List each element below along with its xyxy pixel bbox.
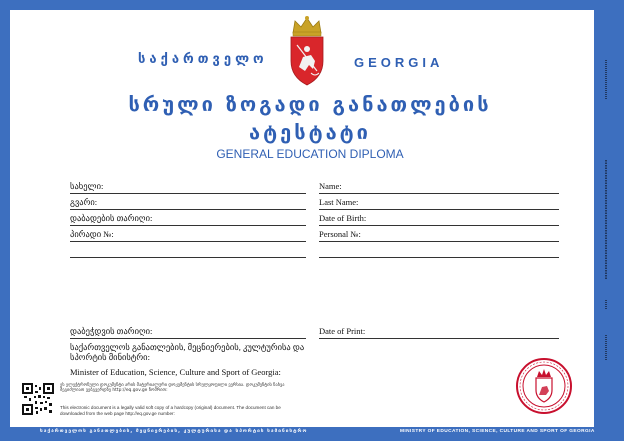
field-label-birthdate-en: Date of Birth:	[319, 213, 367, 223]
field-line	[319, 193, 559, 194]
country-name-english: GEORGIA	[354, 55, 444, 70]
field-line	[70, 241, 306, 242]
field-label-lastname-ka: გვარი:	[70, 197, 98, 207]
field-label-lastname-en: Last Name:	[319, 197, 359, 207]
footer-ministry-en: MINISTRY OF EDUCATION, SCIENCE, CULTURE AND SPORT OF GEORGIA	[400, 429, 595, 434]
field-line	[319, 209, 559, 210]
diploma-title-english: GENERAL EDUCATION DIPLOMA	[216, 147, 404, 161]
field-label-personal-no-en: Personal №:	[319, 229, 361, 239]
diploma-title-georgian-line1: სრული ზოგადი განათლების	[128, 92, 492, 116]
field-line	[70, 209, 306, 210]
coat-of-arms-icon	[285, 15, 329, 87]
field-line	[319, 257, 559, 258]
minister-title-ka: საქართველოს განათლების, მეცნიერების, კულტურისა და სპორტის მინისტრი:	[70, 342, 305, 362]
field-label-name-en: Name:	[319, 181, 342, 191]
electronic-copy-note-ka: ეს ელექტრონული დოკუმენტი არის მატერიალური დოკუმენტის სრულყოფილი ვერსია. დოკუმენტის ნახვა შეგიძლიათ ვებგვერდზე http://eq.gov.ge ნომრით:	[60, 383, 285, 393]
field-label-name-ka: სახელი:	[70, 181, 104, 191]
electronic-copy-note-en: This electronic document is a legally valid soft copy of a hardcopy (original) document. The document can be downloaded from the web page http://eq.gov.ge number:	[60, 405, 281, 416]
field-line	[70, 225, 306, 226]
diploma-title-georgian-line2: ატესტატი	[249, 120, 371, 144]
field-line	[70, 338, 306, 339]
field-line	[319, 241, 559, 242]
country-name-georgian: საქართველო	[138, 52, 268, 67]
field-label-personal-no-ka: პირადი №:	[70, 229, 114, 239]
qr-code-icon	[22, 383, 54, 415]
field-line	[319, 225, 559, 226]
print-date-label-ka: დაბეჭდვის თარიღი:	[70, 326, 153, 336]
field-label-birthdate-ka: დაბადების თარიღი:	[70, 213, 153, 223]
field-line	[319, 338, 559, 339]
official-seal-icon	[515, 357, 573, 415]
field-line	[70, 257, 306, 258]
side-microtext-decoration	[597, 60, 617, 360]
minister-title-en: Minister of Education, Science, Culture and Sport of Georgia:	[70, 367, 281, 377]
print-date-label-en: Date of Print:	[319, 326, 366, 336]
footer-ministry-ka: საქართველოს განათლების, მეცნიერების, კულტურისა და სპორტის სამინისტრო	[40, 429, 308, 434]
field-line	[70, 193, 306, 194]
